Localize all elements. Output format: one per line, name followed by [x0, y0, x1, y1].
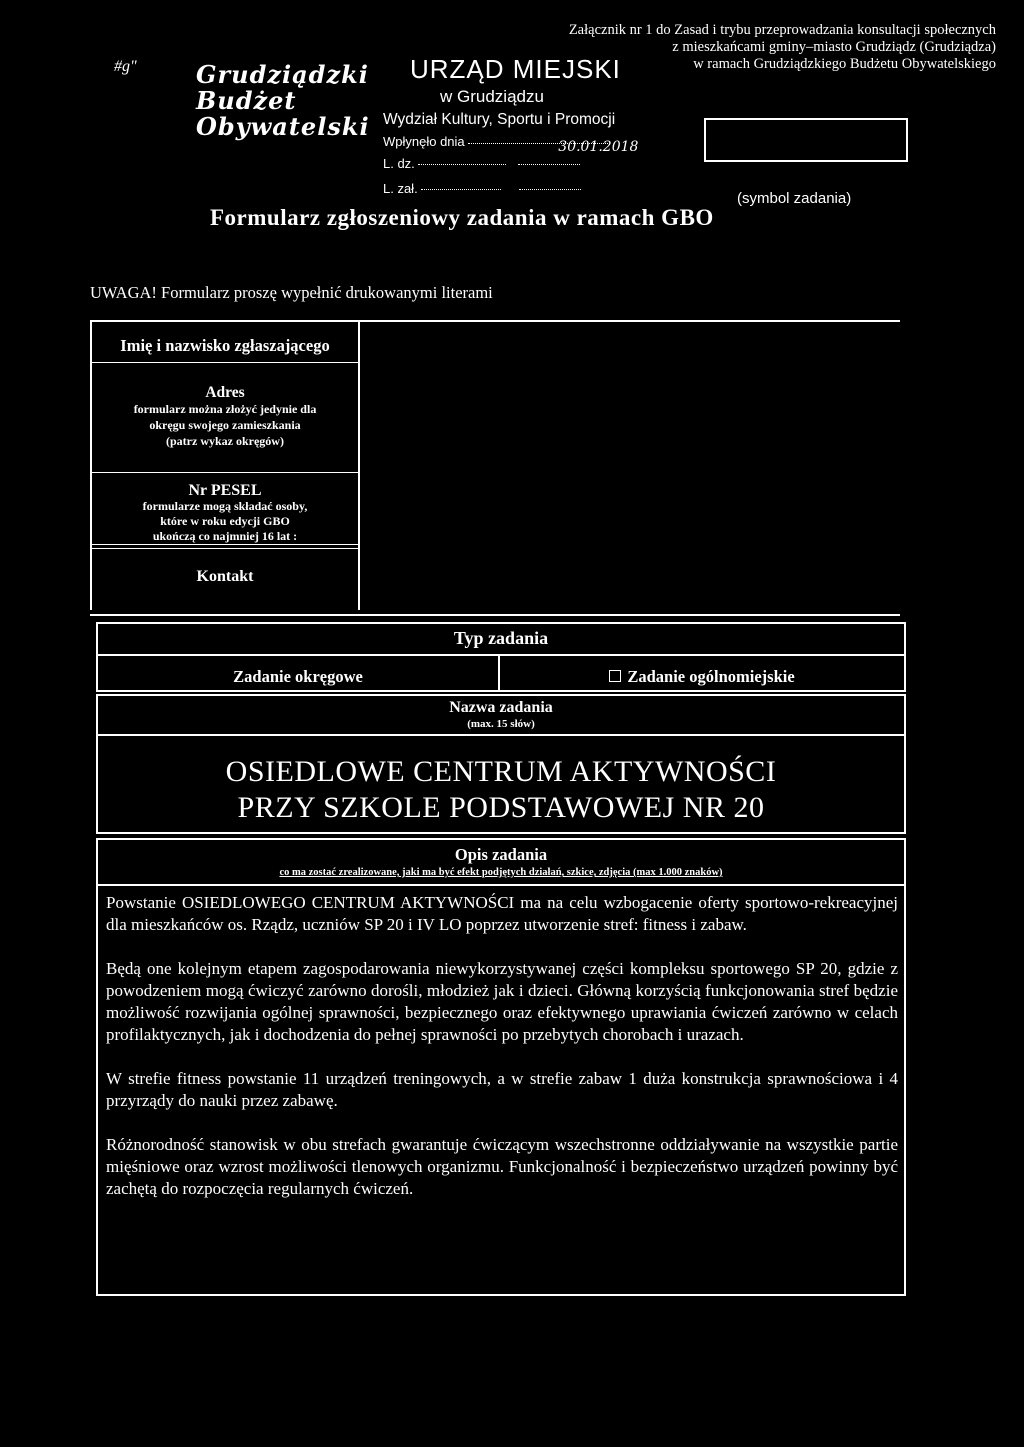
received-label: Wpłynęło dnia: [383, 134, 465, 149]
task-name-line: OSIEDLOWE CENTRUM AKTYWNOŚCI: [225, 755, 777, 788]
ldz-field: [383, 156, 580, 171]
task-description-divider: [98, 884, 904, 886]
row-divider: [92, 472, 358, 473]
description-paragraph: Różnorodność stanowisk w obu strefach gwarantuje ćwiczącym wszechstronne oddziaływanie na wszystkie partie mięśniowe oraz wzrost możliwości tlenowych organizmu. Funkcjonalność i bezpieczeństwo urządzeń powinny być zachętą do rozpoczęcia regularnych ćwiczeń.: [106, 1135, 898, 1198]
attachment-note-line: z mieszkańcami gminy–miasto Grudziądz (Grudziądza): [672, 39, 996, 55]
pesel-note-line: ukończą co najmniej 16 lat :: [92, 529, 358, 545]
citywide-task-label: Zadanie ogólnomiejskie: [627, 667, 795, 686]
task-symbol-box: [704, 118, 908, 162]
row-divider: [92, 548, 358, 549]
attachment-note-line: w ramach Grudziądzkiego Budżetu Obywatelskiego: [693, 56, 996, 72]
applicant-label-column: [90, 322, 360, 610]
ldz-line-1: [418, 164, 506, 165]
ldz-line-2: [518, 164, 580, 165]
fill-instruction-note: UWAGA! Formularz proszę wypełnić drukowanymi literami: [90, 283, 493, 302]
task-description-label: Opis zadania: [454, 845, 548, 864]
task-description-hint: co ma zostać zrealizowane, jaki ma być efekt podjętych działań, szkice, zdjęcia (max 1.000 znaków): [279, 867, 723, 878]
description-paragraph: W strefie fitness powstanie 11 urządzeń treningowych, a w strefie zabaw 1 duża konstrukcja sprawnościowa i 4 przyrządy do nauki przez zabawę.: [106, 1069, 898, 1110]
office-title: URZĄD MIEJSKI: [410, 54, 621, 84]
address-label-block: [92, 384, 358, 449]
row-divider: [92, 362, 358, 363]
task-description-body: [106, 892, 898, 1222]
task-type-title: Typ zadania: [453, 628, 549, 648]
applicant-name-label: Imię i nazwisko zgłaszającego: [120, 336, 330, 355]
received-date-handwritten: 30.01.2018: [558, 139, 639, 155]
office-city: w Grudziądzu: [440, 87, 544, 106]
task-type-section: [96, 622, 906, 692]
lzal-line-1: [421, 189, 501, 190]
address-note-line: (patrz wykaz okręgów): [166, 434, 284, 448]
task-name-header: [98, 700, 904, 732]
ldz-label: L. dz.: [383, 156, 415, 171]
citywide-checkbox[interactable]: [609, 670, 621, 682]
task-type-divider: [98, 654, 904, 656]
logo-line: Grudziądzki: [196, 60, 369, 89]
department-name: Wydział Kultury, Sportu i Promocji: [383, 111, 616, 128]
task-name-label: Nazwa zadania: [449, 699, 553, 716]
reference-mark: #g": [114, 58, 137, 75]
form-title: Formularz zgłoszeniowy zadania w ramach GBO: [210, 205, 714, 230]
task-name-value: [98, 754, 904, 826]
received-stamp: [383, 134, 639, 155]
address-label: Adres: [205, 384, 245, 401]
pesel-note-line: formularze mogą składać osoby,: [142, 499, 308, 513]
task-name-hint: (max. 15 słów): [467, 718, 535, 730]
task-symbol-label: (symbol zadania): [737, 190, 852, 207]
lzal-label: L. zał.: [383, 181, 418, 196]
citywide-task-option[interactable]: [500, 667, 904, 687]
contact-label: Kontakt: [196, 568, 254, 585]
task-name-section: [96, 694, 906, 834]
logo-line: Budżet: [196, 86, 297, 115]
received-date-line: [468, 139, 639, 155]
task-name-line: PRZY SZKOLE PODSTAWOWEJ NR 20: [237, 791, 765, 824]
description-paragraph: Powstanie OSIEDLOWEGO CENTRUM AKTYWNOŚCI ma na celu wzbogacenie oferty sportowo-rekreacyjnej dla mieszkańców os. Rządz, uczniów SP 20 i IV LO poprzez utworzenie stref: fitness i zabaw.: [106, 893, 898, 934]
attachment-note-line: Załącznik nr 1 do Zasad i trybu przeprowadzania konsultacji społecznych: [568, 22, 996, 38]
district-task-option[interactable]: Zadanie okręgowe: [233, 667, 363, 686]
gbo-logo: [196, 62, 370, 140]
pesel-label-block: [92, 482, 358, 545]
pesel-label: Nr PESEL: [188, 482, 262, 499]
description-paragraph: Będą one kolejnym etapem zagospodarowania niewykorzystywanej części kompleksu sportowego SP 20, gdzie z powodzeniem mogą ćwiczyć zarówno dorośli, młodzież jak i dzieci. Główną korzyścią funkcjonowania stref będzie możliwość rozwijania ogólnej sprawności, bezpiecznego oraz efektywnego uprawiania ćwiczeń zarówno w celach profilaktycznych, jak i dochodzenia do pełnej sprawności po przebytych chorobach i urazach.: [106, 959, 898, 1044]
logo-line: Obywatelski: [196, 112, 370, 141]
address-note-line: formularz można złożyć jedynie dla: [133, 402, 317, 416]
task-name-divider: [98, 734, 904, 736]
lzal-line-2: [519, 189, 581, 190]
pesel-note-line: które w roku edycji GBO: [160, 514, 290, 528]
lzal-field: [383, 181, 581, 196]
address-note-line: okręgu swojego zamieszkania: [149, 418, 301, 432]
task-description-section: [96, 838, 906, 1296]
task-description-header: [98, 846, 904, 882]
